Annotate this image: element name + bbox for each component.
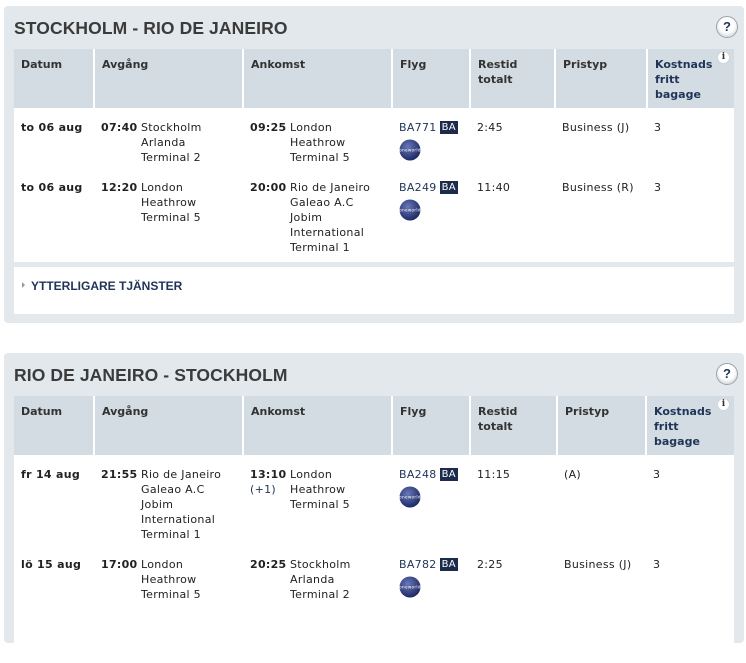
departure-time: 17:00: [101, 558, 138, 571]
info-icon[interactable]: i: [717, 398, 730, 411]
departure-cell: [94, 548, 243, 609]
baggage-cell: 3: [653, 468, 661, 481]
day-offset: (+1): [250, 483, 276, 496]
help-icon[interactable]: ?: [716, 16, 738, 38]
inbound-title: RIO DE JANEIRO - STOCKHOLM: [14, 365, 288, 385]
header-fare: Pristyp: [557, 396, 646, 456]
header-arrival: Ankomst: [243, 49, 392, 109]
arrival-cell: [243, 171, 392, 262]
flight-cell: [392, 456, 470, 548]
outbound-title: STOCKHOLM - RIO DE JANEIRO: [14, 18, 288, 38]
info-icon[interactable]: i: [717, 51, 730, 64]
flight-cell: [392, 109, 470, 171]
departure-cell: [94, 109, 243, 171]
header-duration: Restid totalt: [470, 396, 557, 456]
header-date: Datum: [14, 49, 94, 109]
inbound-section: [4, 353, 744, 643]
header-departure: Avgång: [94, 49, 243, 109]
flight-number-link[interactable]: BA771: [399, 121, 437, 134]
arrival-place: Stockholm Arlanda Terminal 2: [290, 558, 351, 601]
help-icon[interactable]: ?: [716, 363, 738, 385]
header-fare: Pristyp: [555, 49, 647, 109]
svg-text:oneworld: oneworld: [399, 494, 421, 500]
arrival-time: 13:10: [250, 468, 287, 481]
header-baggage-label[interactable]: Kostnads fritt bagage: [654, 405, 712, 448]
extra-services-box: [14, 267, 734, 314]
departure-place: Rio de Janeiro Galeao A.C Jobim International Terminal 1: [141, 468, 222, 541]
header-baggage[interactable]: [647, 49, 734, 109]
oneworld-icon: [399, 139, 421, 161]
oneworld-icon: [399, 486, 421, 508]
table-header-row: [14, 396, 734, 456]
inbound-flight-table: [14, 396, 734, 609]
departure-time: 21:55: [101, 468, 138, 481]
header-baggage[interactable]: [646, 396, 734, 456]
arrival-time-block: [250, 120, 290, 135]
flight-cell: [392, 171, 470, 262]
flight-row: [14, 109, 734, 171]
flight-date: to 06 aug: [21, 181, 83, 194]
flight-row: [14, 456, 734, 548]
arrival-place: London Heathrow Terminal 5: [290, 121, 350, 164]
airline-badge: BA: [441, 122, 456, 133]
flight-number-link[interactable]: BA248: [399, 468, 437, 481]
extra-services-label[interactable]: YTTERLIGARE TJÄNSTER: [31, 279, 183, 293]
arrival-cell: [243, 456, 392, 548]
flight-date: to 06 aug: [21, 121, 83, 134]
date-cell: [14, 171, 94, 262]
departure-place: Stockholm Arlanda Terminal 2: [141, 121, 202, 164]
fare-cell: (A): [564, 468, 582, 481]
airline-badge: BA: [441, 182, 456, 193]
header-baggage-label[interactable]: Kostnads fritt bagage: [655, 58, 713, 101]
header-flight: Flyg: [392, 396, 470, 456]
svg-text:oneworld: oneworld: [399, 147, 421, 153]
flight-date: lö 15 aug: [21, 558, 82, 571]
arrival-place: London Heathrow Terminal 5: [290, 468, 350, 511]
duration-cell: 2:25: [477, 558, 503, 571]
duration-cell: 11:15: [477, 468, 511, 481]
baggage-cell: 3: [653, 558, 661, 571]
flight-number-link[interactable]: BA249: [399, 181, 437, 194]
airline-badge: BA: [441, 559, 456, 570]
fare-cell: Business (J): [564, 558, 632, 571]
header-date: Datum: [14, 396, 94, 456]
table-header-row: [14, 49, 734, 109]
header-flight: Flyg: [392, 49, 470, 109]
baggage-cell: 3: [654, 181, 662, 194]
departure-time: 07:40: [101, 121, 138, 134]
header-departure: Avgång: [94, 396, 243, 456]
airline-badge: BA: [441, 469, 456, 480]
date-cell: [14, 456, 94, 548]
header-duration: Restid totalt: [470, 49, 555, 109]
duration-cell: 2:45: [477, 121, 503, 134]
flight-row: [14, 548, 734, 609]
fare-cell: Business (R): [562, 181, 634, 194]
departure-place: London Heathrow Terminal 5: [141, 558, 201, 601]
extra-services-box: [14, 603, 734, 663]
arrival-time: 20:25: [250, 558, 287, 571]
arrival-time: 09:25: [250, 121, 287, 134]
departure-time: 12:20: [101, 181, 138, 194]
expand-triangle-icon: [22, 282, 25, 288]
arrival-time: 20:00: [250, 181, 287, 194]
extra-services-link[interactable]: [22, 279, 182, 293]
departure-place: London Heathrow Terminal 5: [141, 181, 201, 224]
arrival-time-block: [250, 180, 290, 195]
arrival-cell: [243, 548, 392, 609]
flight-date: fr 14 aug: [21, 468, 81, 481]
header-arrival: Ankomst: [243, 396, 392, 456]
duration-cell: 11:40: [477, 181, 511, 194]
outbound-flight-table: [14, 49, 734, 262]
svg-text:oneworld: oneworld: [399, 584, 421, 590]
flight-cell: [392, 548, 470, 609]
baggage-cell: 3: [654, 121, 662, 134]
date-cell: [14, 109, 94, 171]
flight-number-link[interactable]: BA782: [399, 558, 437, 571]
arrival-place: Rio de Janeiro Galeao A.C Jobim International Terminal 1: [290, 181, 371, 254]
outbound-section: [4, 6, 744, 323]
oneworld-icon: [399, 199, 421, 221]
arrival-time-block: [250, 557, 290, 572]
arrival-time-block: [250, 467, 290, 497]
svg-text:oneworld: oneworld: [399, 207, 421, 213]
departure-cell: [94, 171, 243, 262]
arrival-cell: [243, 109, 392, 171]
oneworld-icon: [399, 576, 421, 598]
fare-cell: Business (J): [562, 121, 630, 134]
departure-cell: [94, 456, 243, 548]
flight-row: [14, 171, 734, 262]
date-cell: [14, 548, 94, 609]
